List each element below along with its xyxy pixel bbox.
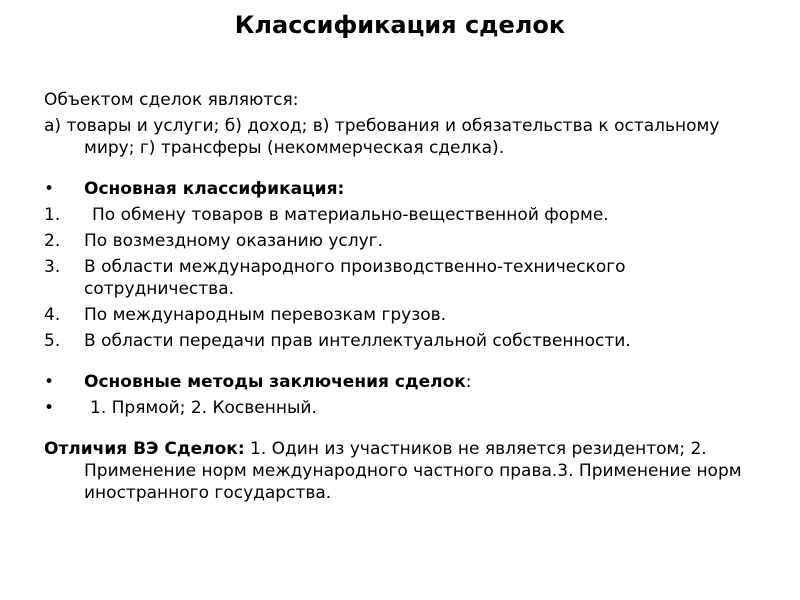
list-number: 3. [44, 257, 61, 277]
list-item-text: В области передачи прав интеллектуальной собственности. [84, 331, 631, 351]
list-item-text: По возмездному оказанию услуг. [84, 231, 384, 251]
list-item-text: По международным перевозкам грузов. [84, 305, 447, 325]
bullet-marker: • [44, 179, 55, 199]
intro-label: Объектом сделок являются: [44, 90, 299, 110]
methods-list [44, 397, 764, 419]
slide-body [44, 89, 764, 504]
list-item-text: В области международного производственно-технического сотрудничества. [84, 257, 626, 299]
bullet-marker: • [44, 372, 55, 392]
list-number: 2. [44, 231, 61, 251]
list-item [44, 304, 764, 326]
page-title: Классификация сделок [234, 11, 566, 39]
differences-label: Отличия ВЭ Сделок: [44, 439, 245, 459]
methods-colon: : [465, 372, 472, 392]
list-item [44, 204, 764, 226]
methods-text: 1. Прямой; 2. Косвенный. [90, 398, 317, 418]
differences-paragraph [44, 438, 764, 504]
methods-title: Основные методы заключения сделок [84, 372, 466, 392]
list-item [44, 230, 764, 252]
intro-objects: а) товары и услуги; б) доход; в) требования и обязательства к остальному миру; г) трансферы (некоммерческая сделка). [44, 116, 720, 158]
list-item [44, 330, 764, 352]
list-number: 1. [44, 205, 61, 225]
list-item-text: По обмену товаров в материально-вещественной форме. [92, 205, 609, 225]
differences-text: 1. Один из участников не является резидентом; 2. Применение норм международного частного права.3. Применение норм иностранного государства. [84, 439, 742, 503]
list-item [44, 256, 764, 300]
list-number: 5. [44, 331, 61, 351]
main-classification-title: Основная классификация: [84, 179, 345, 199]
list-number: 4. [44, 305, 61, 325]
main-classification-heading [44, 178, 764, 200]
bullet-marker: • [44, 398, 55, 418]
methods-heading [44, 371, 764, 393]
